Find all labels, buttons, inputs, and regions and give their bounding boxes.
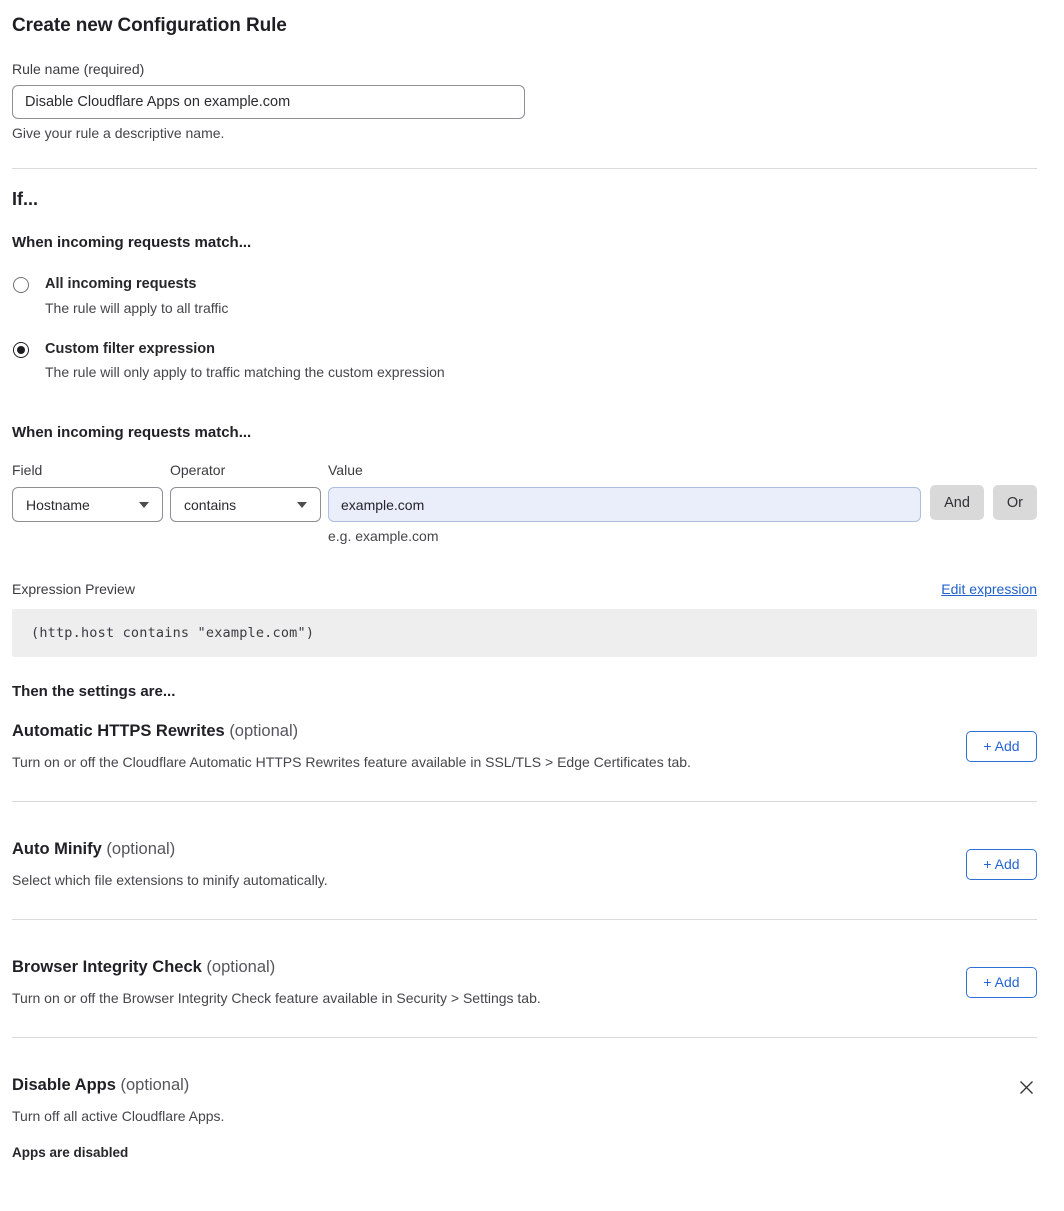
setting-title-line <box>12 958 946 977</box>
setting-description: Turn on or off the Cloudflare Automatic HTTPS Rewrites feature available in SSL/TLS > Edge Certificates tab. <box>12 754 691 771</box>
operator-select-value: contains <box>184 496 237 513</box>
setting-text <box>12 958 966 1006</box>
setting-main <box>12 958 1037 1006</box>
setting-main <box>12 1076 1037 1160</box>
add-automatic-https-rewrites-button[interactable]: + Add <box>966 731 1037 762</box>
radio-custom-filter-expression[interactable] <box>13 342 29 358</box>
expression-preview-code: (http.host contains "example.com") <box>12 609 1037 657</box>
then-settings-heading: Then the settings are... <box>12 683 176 701</box>
radio-description: The rule will only apply to traffic matching the custom expression <box>45 364 445 381</box>
expression-builder-heading: When incoming requests match... <box>12 424 252 442</box>
expression-preview-header <box>12 581 1037 597</box>
close-icon <box>1018 1079 1035 1096</box>
add-auto-minify-button[interactable]: + Add <box>966 849 1037 880</box>
radio-all-incoming-requests[interactable] <box>13 277 29 293</box>
connector-buttons <box>921 485 1037 520</box>
page-title: Create new Configuration Rule <box>12 15 287 36</box>
chevron-down-icon <box>297 502 307 508</box>
value-label: Value <box>328 462 363 479</box>
setting-optional-tag: (optional) <box>106 840 176 859</box>
setting-disable-apps <box>12 1037 1037 1191</box>
setting-description: Turn on or off the Browser Integrity Check feature available in Security > Settings tab. <box>12 990 541 1007</box>
setting-title-line <box>12 722 946 741</box>
setting-auto-minify <box>12 801 1037 919</box>
setting-automatic-https-rewrites <box>12 700 1037 801</box>
radio-option-custom-filter-expression[interactable] <box>12 341 1037 381</box>
radio-text <box>45 276 228 316</box>
operator-select[interactable] <box>170 487 321 522</box>
setting-main <box>12 840 1037 888</box>
setting-optional-tag: (optional) <box>229 722 299 741</box>
chevron-down-icon <box>139 502 149 508</box>
add-browser-integrity-check-button[interactable]: + Add <box>966 967 1037 998</box>
rule-name-group <box>12 61 1037 141</box>
if-heading: If... <box>12 189 38 209</box>
expression-preview-label: Expression Preview <box>12 581 135 598</box>
and-button[interactable]: And <box>930 485 984 520</box>
setting-description: Turn off all active Cloudflare Apps. <box>12 1108 225 1125</box>
setting-title: Automatic HTTPS Rewrites <box>12 722 225 741</box>
setting-text <box>12 840 966 888</box>
setting-title: Browser Integrity Check <box>12 958 202 977</box>
rule-name-input[interactable] <box>12 85 525 119</box>
radio-option-all-incoming-requests[interactable] <box>12 276 1037 316</box>
rule-name-label: Rule name (required) <box>12 61 145 77</box>
radio-label: Custom filter expression <box>45 340 216 357</box>
rule-name-helper: Give your rule a descriptive name. <box>12 125 225 141</box>
section-divider <box>12 168 1037 169</box>
radio-text <box>45 341 445 381</box>
value-input[interactable] <box>328 487 921 522</box>
setting-optional-tag: (optional) <box>120 1076 190 1095</box>
apps-disabled-status: Apps are disabled <box>12 1145 129 1161</box>
setting-text <box>12 1076 1016 1160</box>
field-label: Field <box>12 462 43 479</box>
setting-title-line <box>12 1076 996 1095</box>
operator-label: Operator <box>170 462 226 479</box>
remove-disable-apps-button[interactable] <box>1016 1077 1037 1098</box>
setting-description: Select which file extensions to minify automatically. <box>12 872 328 889</box>
operator-column <box>170 462 321 522</box>
value-helper: e.g. example.com <box>328 528 439 545</box>
field-select[interactable] <box>12 487 163 522</box>
or-button[interactable]: Or <box>993 485 1037 520</box>
setting-main <box>12 722 1037 770</box>
field-select-value: Hostname <box>26 496 90 513</box>
setting-title: Disable Apps <box>12 1076 116 1095</box>
expression-builder-row <box>12 462 1037 544</box>
setting-optional-tag: (optional) <box>206 958 276 977</box>
setting-text <box>12 722 966 770</box>
setting-title: Auto Minify <box>12 840 102 859</box>
field-column <box>12 462 163 522</box>
radio-description: The rule will apply to all traffic <box>45 299 229 316</box>
radio-label: All incoming requests <box>45 276 197 292</box>
match-type-heading: When incoming requests match... <box>12 234 252 251</box>
setting-title-line <box>12 840 946 859</box>
setting-browser-integrity-check <box>12 919 1037 1037</box>
value-column <box>328 462 921 544</box>
edit-expression-link[interactable]: Edit expression <box>941 581 1037 598</box>
